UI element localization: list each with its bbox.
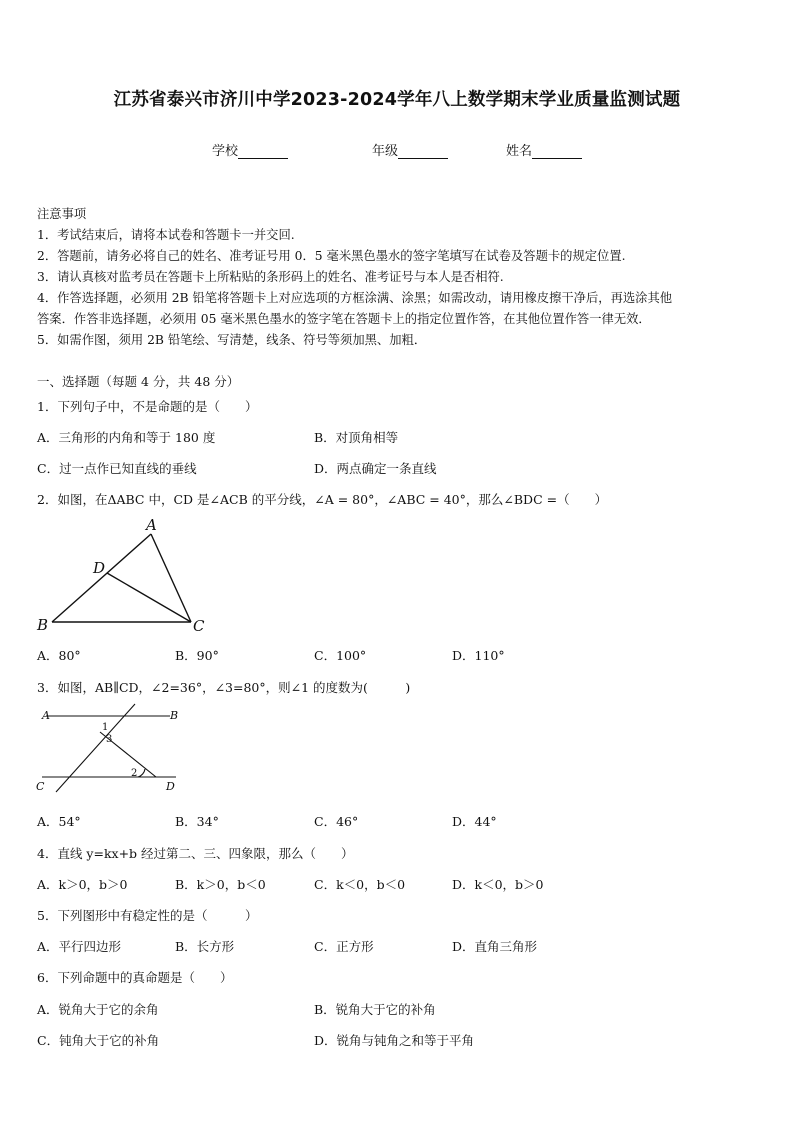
- question-4-option-c: C．k＜0，b＜0: [314, 877, 406, 892]
- question-3-option-b: B．34°: [175, 814, 219, 829]
- note-item: 3．请认真核对监考员在答题卡上所粘贴的条形码上的姓名、准考证号与本人是否相符.: [37, 270, 504, 284]
- note-item: 5．如需作图，须用 2B 铅笔绘、写清楚，线条、符号等须加黑、加粗．: [37, 333, 427, 347]
- school-blank: [238, 144, 288, 159]
- question-4-option-a: A．k＞0，b＞0: [37, 877, 128, 892]
- point-label-b: B: [170, 709, 179, 722]
- question-3-stem: 3．如图，AB∥CD，∠2=36°，∠3=80°，则∠1 的度数为( ): [37, 680, 411, 695]
- question-5-option-d: D．直角三角形: [452, 939, 538, 954]
- question-3-parallel-lines-figure: [34, 702, 184, 797]
- side-ba: [52, 534, 151, 622]
- question-1-stem: 1．下列句子中，不是命题的是（ ）: [37, 399, 258, 414]
- vertex-label-c: C: [193, 617, 205, 635]
- vertex-label-b: B: [37, 616, 49, 634]
- note-item: 答案．作答非选择题，必须用 05 毫米黑色墨水的签字笔在答题卡上的指定位置作答，在其他位置作答一律无效．: [37, 312, 651, 326]
- question-1-option-a: A．三角形的内角和等于 180 度: [37, 430, 216, 445]
- question-4-option-d: D．k＜0，b＞0: [452, 877, 544, 892]
- angle-label-1: 1: [102, 722, 109, 733]
- point-label-a: A: [42, 709, 50, 722]
- note-item: 2．答题前，请务必将自己的姓名、准考证号用 0．5 毫米黑色墨水的签字笔填写在试卷及答题卡的规定位置.: [37, 249, 626, 263]
- question-3-option-c: C．46°: [314, 814, 359, 829]
- angle-label-2: 2: [131, 768, 138, 779]
- question-4-option-b: B．k＞0，b＜0: [175, 877, 266, 892]
- question-3-option-d: D．44°: [452, 814, 497, 829]
- side-ac: [151, 534, 191, 622]
- grade-field: [372, 140, 448, 159]
- question-6-option-a: A．锐角大于它的余角: [37, 1002, 159, 1017]
- question-2-option-a: A．80°: [37, 648, 81, 663]
- question-6-option-c: C．钝角大于它的补角: [37, 1033, 160, 1048]
- transversal-1: [56, 704, 138, 792]
- question-2-triangle-figure: [34, 514, 214, 639]
- name-blank: [532, 144, 582, 159]
- note-item: 4．作答选择题，必须用 2B 铅笔将答题卡上对应选项的方框涂满、涂黑；如需改动，请用橡皮擦干净后，再选涂其他: [37, 291, 673, 305]
- question-5-option-a: A．平行四边形: [37, 939, 122, 954]
- question-6-option-b: B．锐角大于它的补角: [314, 1002, 436, 1017]
- question-6-option-d: D．锐角与钝角之和等于平角: [314, 1033, 475, 1048]
- angle-label-3: 3: [106, 734, 113, 745]
- question-4-stem: 4．直线 y=kx+b 经过第二、三、四象限，那么（ ）: [37, 846, 354, 861]
- name-field: [506, 140, 582, 159]
- point-label-d: D: [166, 780, 175, 793]
- angle-2-arc: [138, 769, 145, 777]
- question-2-option-c: C．100°: [314, 648, 367, 663]
- question-3-option-a: A．54°: [37, 814, 81, 829]
- question-6-stem: 6．下列命题中的真命题是（ ）: [37, 970, 233, 985]
- school-label: 学校: [212, 144, 239, 159]
- question-1-option-d: D．两点确定一条直线: [314, 461, 437, 476]
- vertex-label-d: D: [93, 559, 106, 577]
- question-5-option-b: B．长方形: [175, 939, 235, 954]
- bisector-cd: [107, 573, 191, 622]
- question-2-stem: 2．如图，在ΔABC 中，CD 是∠ACB 的平分线，∠A = 80°，∠ABC = 40°，那么∠BDC =（ ）: [37, 492, 608, 507]
- question-2-option-d: D．110°: [452, 648, 505, 663]
- note-item: 1．考试结束后，请将本试卷和答题卡一并交回.: [37, 228, 295, 242]
- page-title: 江苏省泰兴市济川中学2023-2024学年八上数学期末学业质量监测试题: [113, 90, 681, 110]
- name-label: 姓名: [506, 144, 533, 159]
- question-2-option-b: B．90°: [175, 648, 219, 663]
- school-field: [212, 140, 288, 159]
- grade-blank: [398, 144, 448, 159]
- point-label-c: C: [36, 780, 45, 793]
- question-1-option-c: C．过一点作已知直线的垂线: [37, 461, 197, 476]
- notes-heading: 注意事项: [37, 207, 87, 221]
- question-1-option-b: B．对顶角相等: [314, 430, 399, 445]
- section-heading: 一、选择题（每题 4 分，共 48 分）: [37, 374, 240, 389]
- vertex-label-a: A: [146, 516, 157, 534]
- question-5-option-c: C．正方形: [314, 939, 374, 954]
- question-5-stem: 5．下列图形中有稳定性的是（ ）: [37, 908, 258, 923]
- grade-label: 年级: [372, 144, 399, 159]
